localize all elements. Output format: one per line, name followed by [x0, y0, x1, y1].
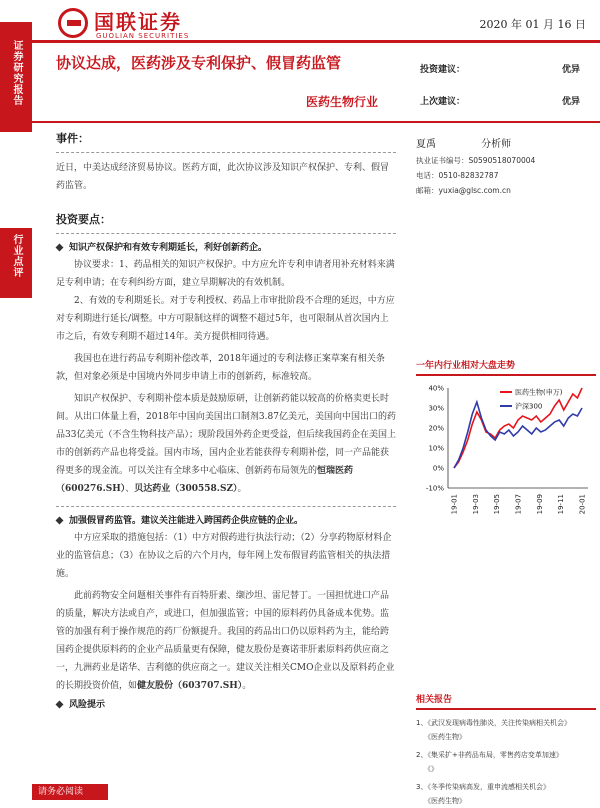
related-item: 《医药生物》: [424, 797, 466, 805]
rating-current-label: 投资建议：: [420, 65, 466, 75]
x-tick-label: 19-05: [493, 494, 502, 515]
related-item[interactable]: 1、《武汉发现病毒性肺炎，关注传染病相关机会》: [416, 719, 571, 727]
x-tick-label: 19-03: [471, 494, 480, 515]
separator: 、: [125, 484, 135, 494]
related-list: [416, 716, 596, 808]
analyst-name: 夏禹: [416, 139, 436, 150]
series-line-0: [454, 388, 582, 468]
related-item[interactable]: 2、《集采扩+非药品布局，零售药店变革加速》: [416, 751, 563, 759]
trend-chart: [416, 380, 596, 530]
related-item: 《医药生物》: [424, 733, 466, 741]
x-tick-label: 20-01: [578, 494, 587, 515]
analyst-line: [416, 132, 596, 151]
paragraph-text: 此前药物安全问题相关事件有百特肝素、缬沙坦、雷尼替丁。一国担忧进口产品的质量，解决方法或自产，或进口，但加强监管；中国的原料药仍具备成本优势。监管的加强有利于操作规范的药厂份额提升。我国的药品出口仍以原料药为主，能给跨国药企提供原料药的企业产品质量更有保障，健友股份是赛诺菲肝素原料药供应商之一，九洲药业是诺华、吉利德的供应商之一。建议关注相关CMO企业以及原料药企业的长期投资价值，如: [56, 591, 395, 691]
y-tick-label: 0%: [432, 464, 444, 473]
rating-previous-label: 上次建议：: [420, 97, 466, 107]
y-tick-label: 20%: [428, 424, 444, 433]
x-tick-label: 19-07: [514, 494, 523, 515]
rating-current-value: 优异: [562, 65, 581, 75]
bullet-text: 加强假冒药监管。建议关注能进入跨国药企供应链的企业。: [69, 516, 304, 526]
side-strip: [0, 0, 32, 800]
paragraph-end: 。: [242, 681, 252, 691]
series-line-1: [454, 402, 582, 468]
paragraph: 中方应采取的措施包括：（1）中方对假药进行执法行动；（2）分享药物原材料企业的监管信息；（3）在协议之后的六个月内，每年网上发布假冒药监管相关的执法措施。: [56, 533, 392, 579]
analyst-role: 分析师: [481, 139, 512, 150]
analyst-phone: 电话：0510-82832787: [416, 171, 499, 180]
analyst-cert: 执业证书编号：S0590518070004: [416, 156, 536, 165]
dotted-divider: [56, 152, 396, 153]
stock-betta: 贝达药业（300558.SZ）: [134, 484, 238, 494]
rating-previous-value: 优异: [562, 97, 581, 107]
chart-title-bar: [416, 374, 596, 376]
analyst-email: 邮箱：yuxia@glsc.com.cn: [416, 186, 511, 195]
related-item: 《》: [424, 765, 438, 773]
bullet-counterfeit: [56, 513, 396, 529]
bullet-ip-protection: [56, 240, 396, 256]
event-heading: 事件：: [56, 132, 89, 145]
paragraph: [56, 390, 396, 498]
legend-label: 医药生物(申万): [515, 388, 563, 397]
related-item[interactable]: 3、《冬季传染病高发，重申流感相关机会》: [416, 783, 550, 791]
bullet-icon: [56, 701, 64, 709]
report-title: 协议达成，医药涉及专利保护、假冒药监管: [56, 54, 342, 72]
side-label-report-type: [0, 22, 32, 132]
paragraph: 协议要求：1、药品相关的知识产权保护。中方应允许专利申请者用补充材料来满足专利申请；在专利纠纷方面，建立早期解决的有效机制。: [56, 260, 395, 288]
legend-label: 沪深300: [515, 402, 543, 411]
chart-title: 一年内行业相对大盘走势: [416, 361, 516, 371]
x-tick-label: 19-11: [557, 494, 566, 515]
stock-jianyou: 健友股份（603707.SH）: [137, 681, 243, 691]
paragraph: 我国也在进行药品专利期补偿改革，2018年通过的专利法修正案草案有相关条款，但对象必须是中国境内外同步申请上市的创新药，标准较高。: [56, 354, 385, 382]
logo-english: GUOLIAN SECURITIES: [96, 32, 190, 40]
event-text: 近日，中美达成经济贸易协议。医药方面，此次协议涉及知识产权保护、专利、假冒药监管。: [56, 163, 390, 191]
main-content: [56, 130, 396, 713]
logo-mark-icon: [58, 8, 88, 38]
paragraph-end: 。: [237, 484, 247, 494]
y-tick-label: 10%: [428, 444, 444, 453]
sidebar: [416, 130, 596, 808]
footer-note: 请务必阅读: [32, 784, 108, 800]
side-label-text: 证券研究报告: [11, 40, 22, 106]
related-heading-bar: [416, 708, 596, 710]
bullet-icon: [56, 517, 64, 525]
x-tick-label: 19-09: [535, 494, 544, 515]
bullet-icon: [56, 244, 64, 252]
dotted-divider: [56, 233, 396, 234]
y-tick-label: 30%: [428, 404, 444, 413]
side-label-text: 行业点评: [11, 234, 22, 278]
paragraph: [56, 587, 396, 695]
side-label-category: [0, 228, 32, 298]
spacer: [416, 530, 596, 692]
related-heading: 相关报告: [416, 695, 453, 705]
dotted-divider: [56, 506, 396, 507]
y-tick-label: -10%: [425, 484, 444, 493]
header-divider: [32, 40, 600, 43]
report-date: 2020 年 01 月 16 日: [479, 18, 586, 31]
section-divider: [32, 121, 600, 123]
logo-name: 国联证券: [94, 10, 182, 34]
x-tick-label: 19-01: [450, 494, 459, 515]
points-heading: 投资要点：: [56, 213, 111, 226]
bullet-risk: [56, 697, 396, 713]
spacer: [416, 198, 596, 358]
company-logo: [58, 6, 218, 42]
stock-hengrui: 恒瑞医药（600276.SH）: [56, 466, 354, 494]
bullet-text: 风险提示: [69, 700, 106, 710]
sector-name: 医药生物行业: [306, 95, 379, 109]
paragraph-text: 知识产权保护、专利期补偿本质是鼓励原研，让创新药能以较高的价格卖更长时间。从出口体量上看，2018年中国向美国出口制剂3.87亿美元，美国向中国出口的药品33亿美元（不含生物科技产品）；现阶段国外药企更受益，但后续我国药企在美国上市的创新药产品也将受益。国内市场，国内企业若能获得专利期补偿，同一产品能获得更多的现金流。可以关注有全球多中心临床、创新药布局领先的: [56, 394, 396, 476]
bullet-text: 知识产权保护和有效专利期延长，利好创新药企。: [69, 243, 268, 253]
y-tick-label: 40%: [428, 384, 444, 393]
paragraph: 2、有效的专利期延长。对于专利授权、药品上市审批阶段不合理的延迟，中方应对专利期进行延长/调整。中方可限制这样的调整不超过5年，也可限制从首次国内上市之后，有效专利期不超过14年。美方提供相同待遇。: [56, 296, 395, 342]
